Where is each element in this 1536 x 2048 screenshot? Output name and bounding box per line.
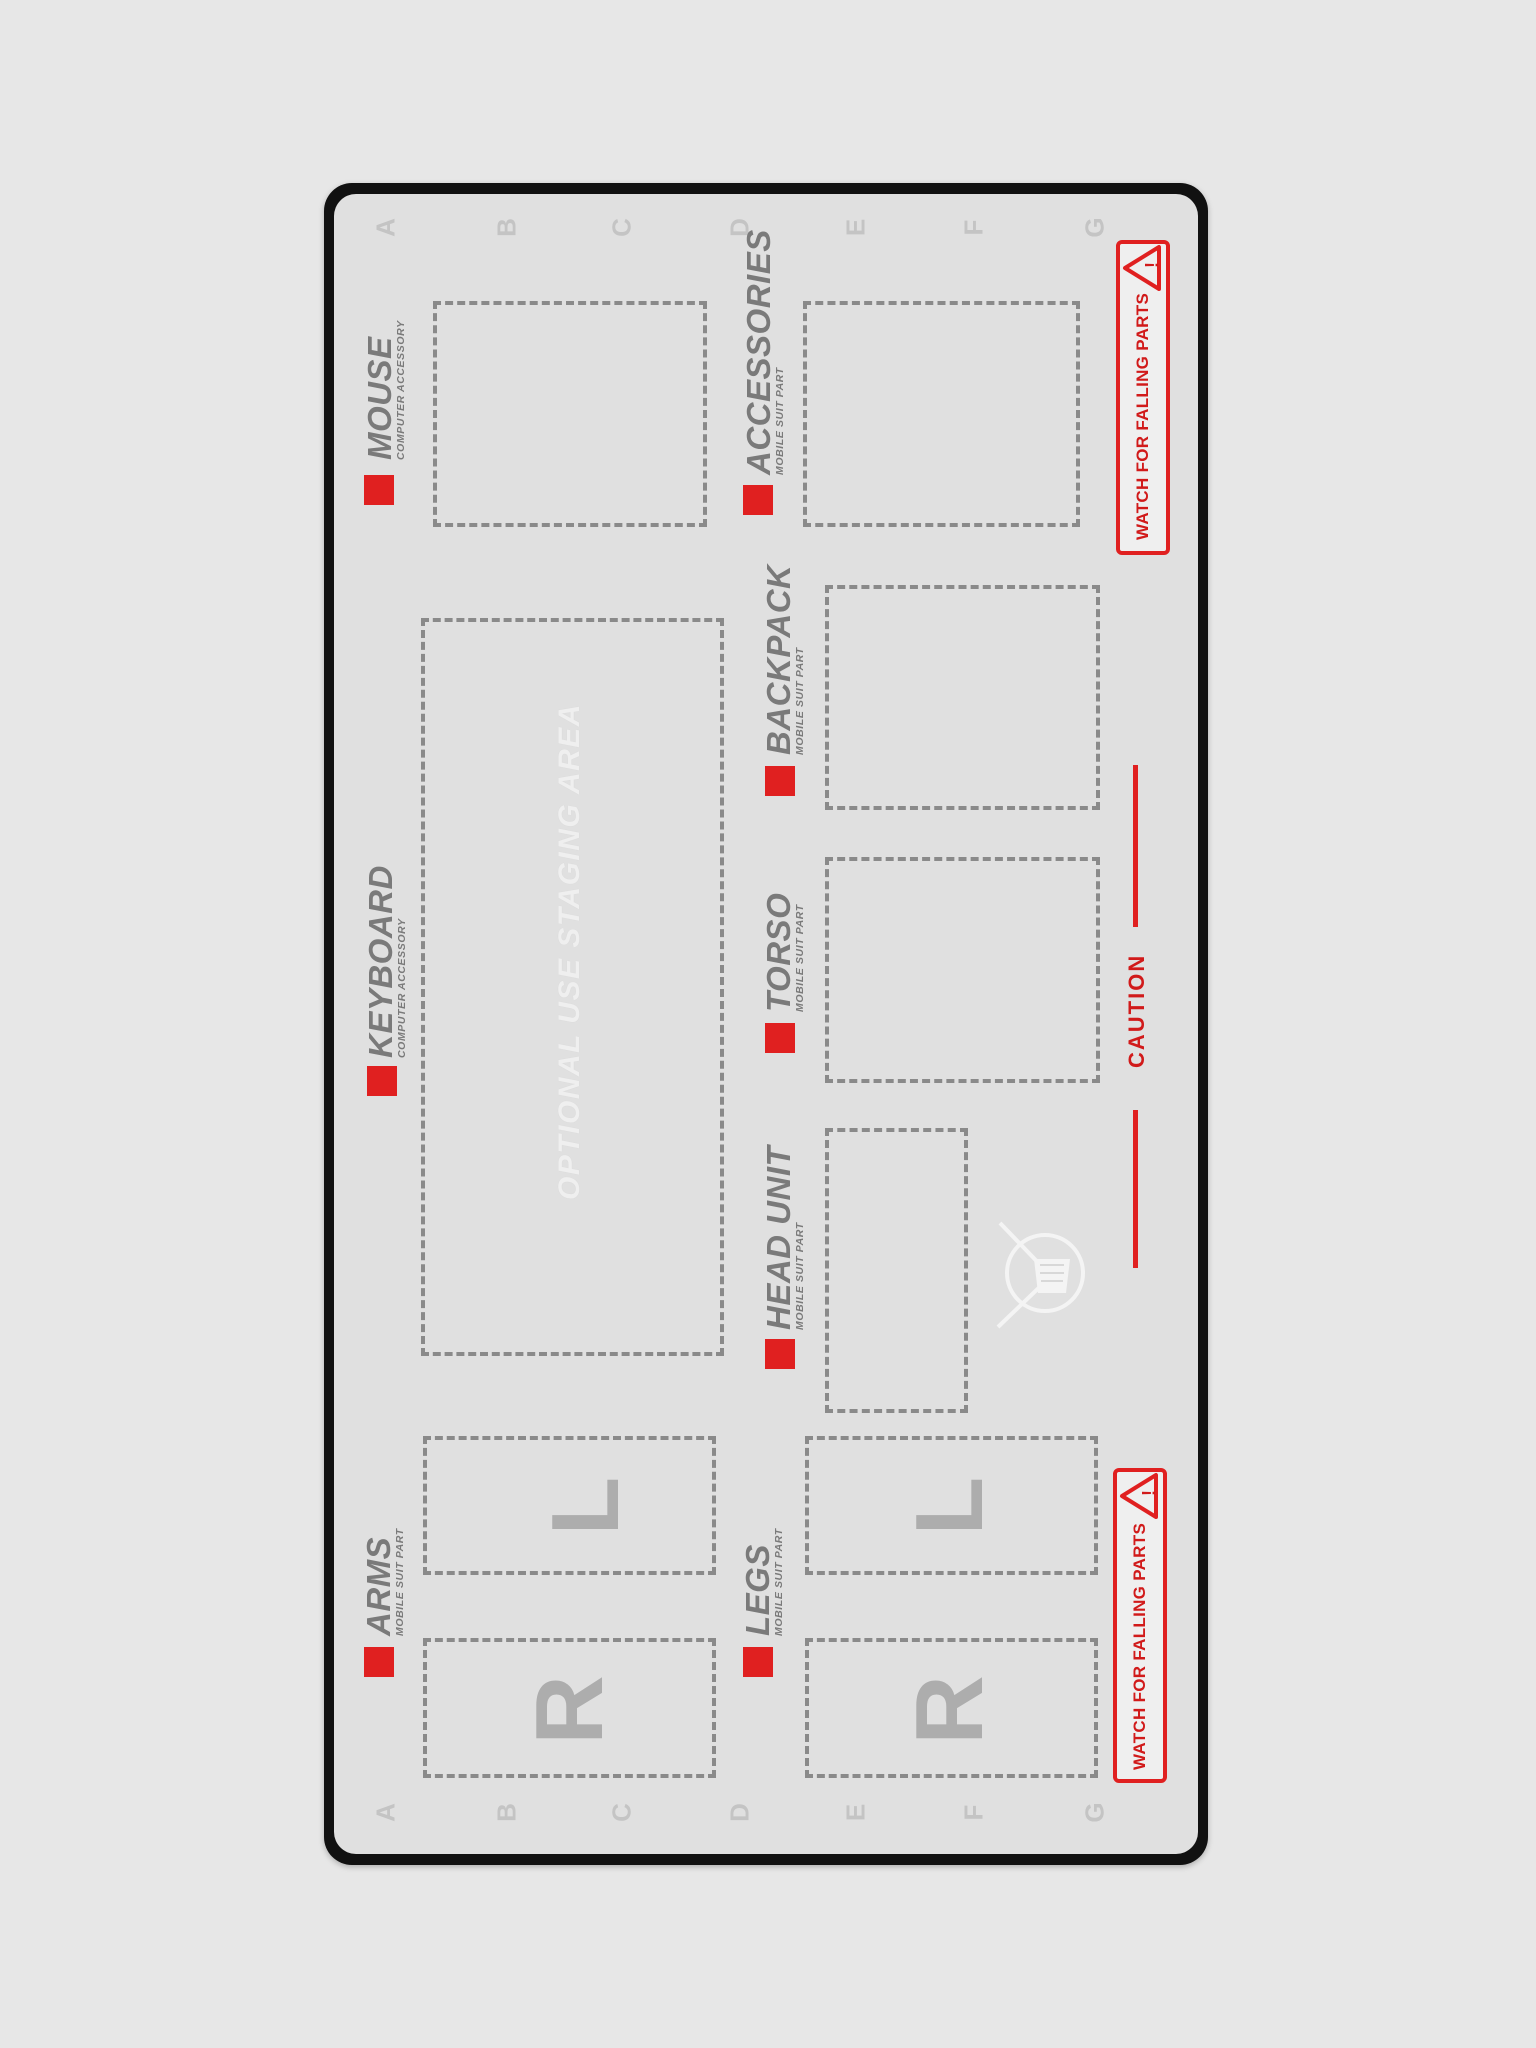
arms-left-letter: L <box>532 1476 639 1536</box>
head-unit-title: HEAD UNIT <box>760 1145 797 1330</box>
warning-text-bottom: WATCH FOR FALLING PARTS <box>1130 1522 1149 1770</box>
emblem-logo <box>990 1215 1100 1335</box>
column-letter-top: G <box>1079 217 1110 238</box>
arms-right-letter: R <box>516 1675 623 1745</box>
torso-zone <box>825 857 1100 1083</box>
accessories-marker <box>743 485 773 515</box>
caution-line-bottom <box>1133 1110 1138 1268</box>
keyboard-title: KEYBOARD <box>362 865 399 1058</box>
backpack-subtitle: MOBILE SUIT PART <box>794 647 806 755</box>
column-letter-bottom: B <box>491 1803 522 1822</box>
accessories-zone <box>803 301 1080 527</box>
backpack-marker <box>765 766 795 796</box>
caution-label: CAUTION <box>1124 953 1149 1068</box>
column-letter-bottom: C <box>606 1803 637 1822</box>
accessories-label <box>740 229 786 475</box>
head-unit-subtitle: MOBILE SUIT PART <box>794 1222 806 1330</box>
torso-title: TORSO <box>760 892 797 1012</box>
legs-label <box>739 1528 785 1636</box>
column-letter-bottom: A <box>370 1803 401 1822</box>
staging-area-label: OPTIONAL USE STAGING AREA <box>553 703 586 1200</box>
arms-label <box>360 1528 406 1636</box>
mouse-title: MOUSE <box>361 336 398 460</box>
legs-title: LEGS <box>739 1544 776 1636</box>
legs-marker <box>743 1647 773 1677</box>
head-unit-zone <box>825 1128 968 1413</box>
caution-line-top <box>1133 765 1138 927</box>
column-letter-top: E <box>840 218 871 237</box>
warning-symbol: ! <box>1139 1489 1159 1496</box>
backpack-zone <box>825 585 1100 810</box>
torso-marker <box>765 1023 795 1053</box>
keyboard-subtitle: COMPUTER ACCESSORY <box>396 918 408 1058</box>
column-letter-bottom: F <box>958 1804 989 1821</box>
mouse-zone <box>433 301 707 527</box>
head-unit-marker <box>765 1339 795 1369</box>
torso-label <box>760 892 806 1012</box>
column-letter-top: A <box>370 218 401 237</box>
column-letter-top: B <box>491 218 522 237</box>
torso-subtitle: MOBILE SUIT PART <box>794 904 806 1012</box>
accessories-title: ACCESSORIES <box>740 229 777 475</box>
legs-subtitle: MOBILE SUIT PART <box>773 1528 785 1636</box>
mouse-subtitle: COMPUTER ACCESSORY <box>395 320 407 460</box>
column-letter-top: C <box>606 218 637 237</box>
keyboard-label <box>362 865 408 1058</box>
backpack-title: BACKPACK <box>760 564 797 755</box>
column-letter-bottom: E <box>840 1803 871 1822</box>
legs-right-letter: R <box>896 1675 1003 1745</box>
arms-subtitle: MOBILE SUIT PART <box>394 1528 406 1636</box>
arms-marker <box>364 1647 394 1677</box>
arms-title: ARMS <box>360 1536 397 1636</box>
column-letter-top: F <box>958 219 989 236</box>
column-letter-top: D <box>724 218 755 237</box>
column-letter-bottom: D <box>724 1803 755 1822</box>
accessories-subtitle: MOBILE SUIT PART <box>774 367 786 475</box>
keyboard-marker <box>367 1066 397 1096</box>
mouse-label <box>361 320 407 460</box>
warning-triangle-icon <box>1121 243 1165 293</box>
warning-symbol: ! <box>1142 261 1162 268</box>
legs-left-letter: L <box>896 1476 1003 1536</box>
column-letter-bottom: G <box>1079 1802 1110 1823</box>
warning-text-top: WATCH FOR FALLING PARTS <box>1133 292 1152 540</box>
warning-triangle-icon <box>1118 1471 1162 1521</box>
backpack-label <box>760 564 806 755</box>
mouse-marker <box>364 475 394 505</box>
head-unit-label <box>760 1145 806 1330</box>
